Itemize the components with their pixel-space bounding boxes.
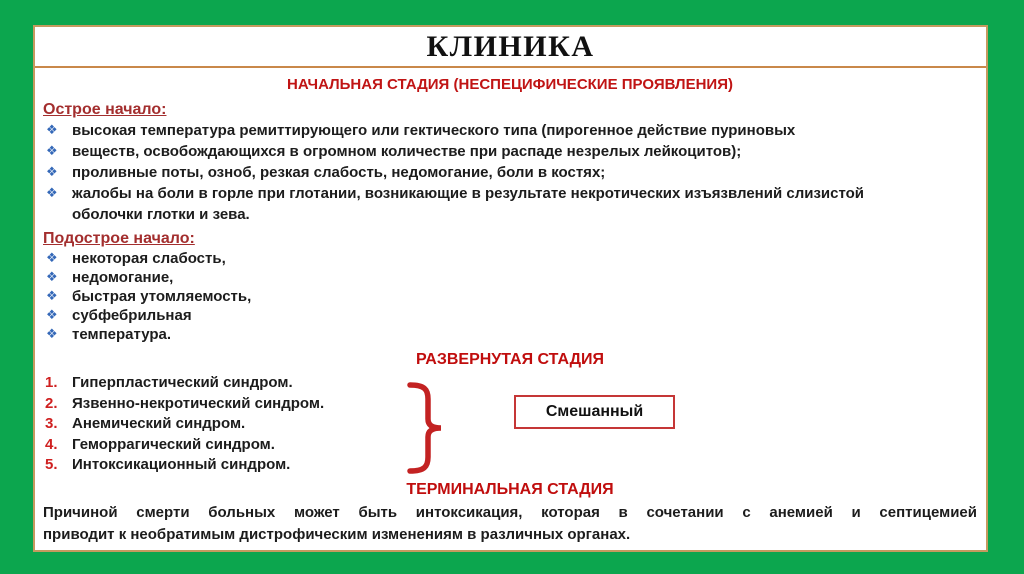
syndrome-text: Гиперпластический синдром.: [72, 374, 293, 391]
list-number: 1.: [45, 374, 58, 391]
diamond-bullet-icon: ❖: [46, 144, 58, 159]
list-number: 2.: [45, 394, 58, 412]
table-row: [43, 394, 977, 415]
diamond-bullet-icon: ❖: [46, 308, 58, 323]
list-number: 4.: [45, 435, 58, 453]
table-row: [43, 414, 977, 435]
list-item-text: жалобы на боли в горле при глотании, возникающие в результате некротических изъязвлений слизистой: [72, 185, 864, 202]
list-item-text: быстрая утомляемость,: [72, 288, 252, 305]
syndrome-text: Геморрагический синдром.: [72, 435, 275, 453]
list-item-text: субфебрильная: [72, 307, 192, 324]
diamond-bullet-icon: ❖: [46, 186, 58, 201]
slide: [33, 25, 988, 552]
table-row: [43, 455, 977, 476]
list-item-text: некоторая слабость,: [72, 250, 226, 267]
list-item-continuation: [43, 204, 977, 225]
list-item: [43, 249, 977, 268]
list-item: [43, 268, 977, 287]
diamond-bullet-icon: ❖: [46, 123, 58, 138]
list-item-text: высокая температура ремиттирующего или гектического типа (пирогенное действие пуриновых: [72, 122, 796, 139]
list-item: [43, 183, 977, 204]
terminal-stage-heading: ТЕРМИНАЛЬНАЯ СТАДИЯ: [406, 480, 614, 498]
curly-brace-icon: [407, 380, 447, 476]
list-item: [43, 325, 977, 344]
diamond-bullet-icon: ❖: [46, 289, 58, 304]
subacute-onset-heading: Подострое начало:: [43, 230, 195, 247]
slide-title-bar: [35, 27, 986, 68]
list-number: 3.: [45, 415, 58, 432]
diamond-bullet-icon: ❖: [46, 327, 58, 342]
list-number: 5.: [45, 456, 58, 473]
initial-stage-heading: НАЧАЛЬНАЯ СТАДИЯ (НЕСПЕЦИФИЧЕСКИЕ ПРОЯВЛЕНИЯ): [287, 76, 733, 93]
terminal-line: приводит к необратимым дистрофическим изменениям в различных органах.: [43, 525, 631, 543]
list-item: [43, 287, 977, 306]
list-item-text: температура.: [72, 326, 172, 343]
list-item: [43, 141, 977, 162]
diamond-bullet-icon: ❖: [46, 251, 58, 266]
list-item: [43, 120, 977, 141]
list-item-text: проливные поты, озноб, резкая слабость, недомогание, боли в костях;: [72, 164, 606, 181]
syndrome-text: Интоксикационный синдром.: [72, 456, 291, 473]
list-item-text: недомогание,: [72, 269, 174, 286]
list-item: [43, 162, 977, 183]
page-title: КЛИНИКА: [426, 29, 595, 63]
list-item-text: веществ, освобождающихся в огромном количестве при распаде незрелых лейкоцитов);: [72, 143, 742, 160]
table-row: [43, 373, 977, 394]
terminal-line: Причиной смерти больных может быть интоксикация, которая в сочетании с анемией и септицемией: [43, 503, 977, 521]
table-row: [43, 435, 977, 456]
mixed-syndrome-box: Смешанный: [514, 395, 675, 429]
syndrome-text: Язвенно-некротический синдром.: [72, 394, 325, 412]
terminal-paragraph: [43, 502, 977, 546]
diamond-bullet-icon: ❖: [46, 270, 58, 285]
slide-content: [35, 75, 986, 546]
syndrome-text: Анемический синдром.: [72, 415, 246, 432]
list-item-text: оболочки глотки и зева.: [72, 206, 250, 223]
developed-stage-heading: РАЗВЕРНУТАЯ СТАДИЯ: [416, 351, 604, 368]
acute-onset-heading: Острое начало:: [43, 101, 167, 118]
diamond-bullet-icon: ❖: [46, 165, 58, 180]
list-item: [43, 306, 977, 325]
syndrome-list: [43, 373, 977, 476]
